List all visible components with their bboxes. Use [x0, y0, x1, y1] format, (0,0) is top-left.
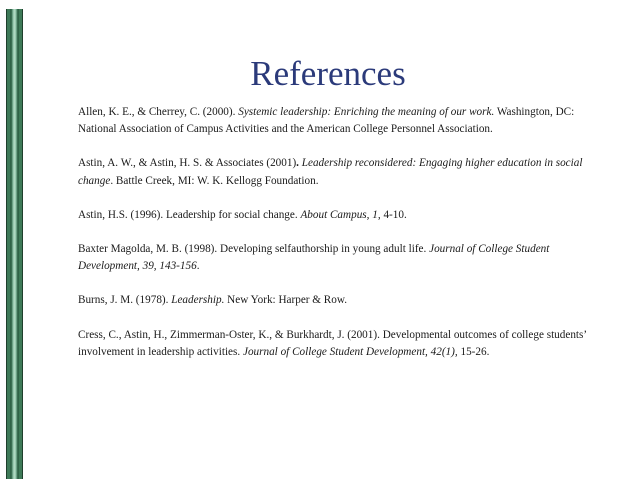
reference-journal: About Campus, 1, — [300, 208, 381, 221]
reference-pages: 4-10. — [380, 208, 407, 221]
reference-journal: Journal of College Student Development, 42(1), — [242, 345, 458, 358]
reference-publisher: . Battle Creek, MI: W. K. Kellogg Foundation. — [110, 174, 319, 187]
reference-authors: Baxter Magolda, M. B. (1998). Developing selfauthorship in young adult life. — [78, 243, 430, 256]
reference-authors: Cress, C., Astin, H., Zimmerman-Oster, K., & Burkhardt, J. (2001). Developmental outcomes of college students’ involvement in leadership activities. — [78, 328, 587, 358]
reference-journal: Journal of College Student Development, 39, 143-156 — [78, 243, 550, 273]
reference-pages: 15-26. — [457, 345, 490, 358]
reference-title: Leadership. — [171, 294, 225, 307]
reference-authors: Allen, K. E., & Cherrey, C. (2000). — [78, 106, 239, 118]
reference-item — [78, 292, 598, 309]
reference-publisher: New York: Harper & Row. — [224, 294, 348, 307]
reference-title: Systemic leadership: Enriching the meaning of our work. — [238, 106, 495, 118]
reference-item — [78, 104, 598, 138]
reference-item — [78, 327, 598, 361]
reference-list — [78, 104, 598, 378]
reference-authors: Burns, J. M. (1978). — [78, 294, 172, 307]
reference-item — [78, 207, 598, 224]
reference-authors: Astin, A. W., & Astin, H. S. & Associates (2001) — [78, 157, 297, 170]
reference-item — [78, 155, 598, 189]
reference-title: Leadership reconsidered: Engaging higher education in social change — [78, 157, 583, 187]
reference-item — [78, 241, 598, 275]
reference-publisher: Washington, DC: National Association of Campus Activities and the American College Personnel Association. — [78, 106, 575, 136]
reference-punctuation: . — [296, 157, 299, 170]
reference-authors: Astin, H.S. (1996). Leadership for social change. — [78, 208, 301, 221]
reference-pages: . — [196, 260, 200, 273]
slide-title: References — [250, 54, 406, 93]
